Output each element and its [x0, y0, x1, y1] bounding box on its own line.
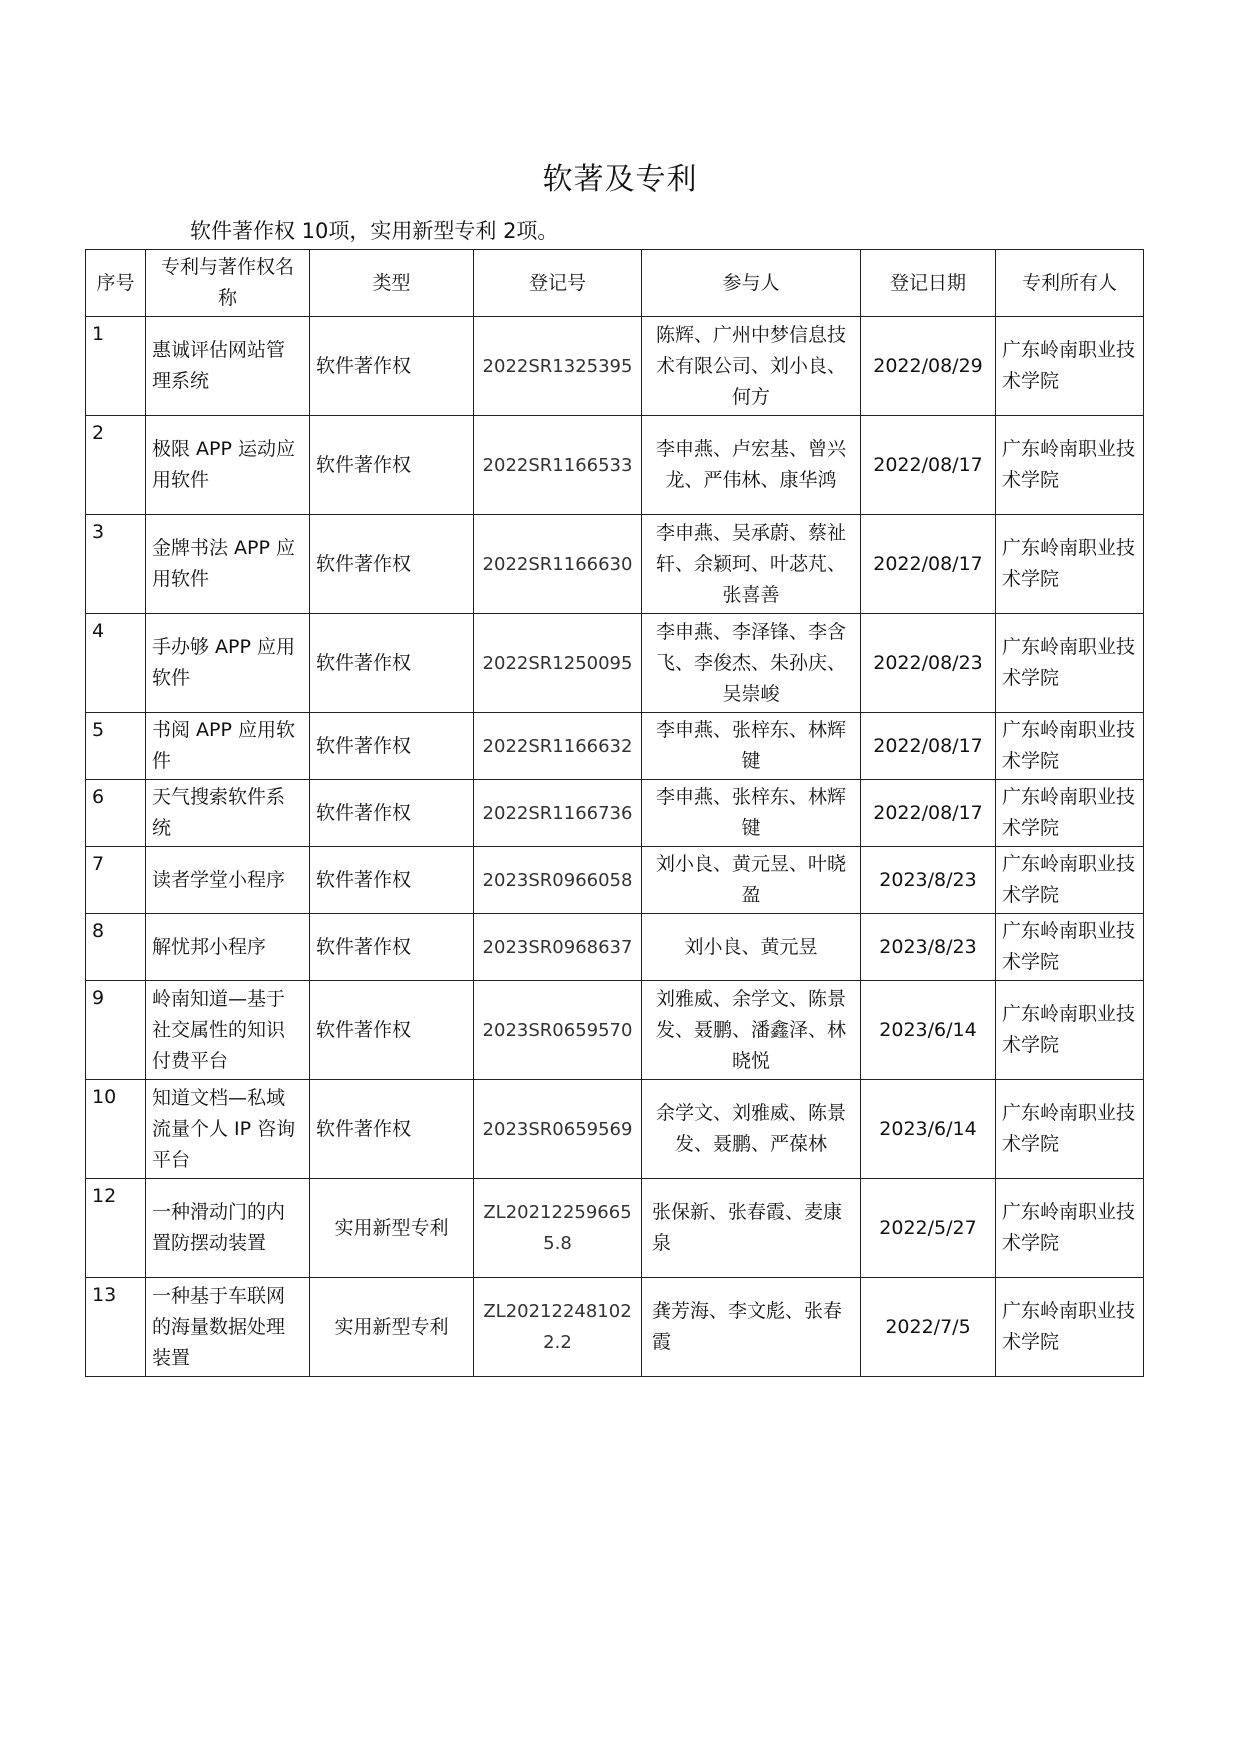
cell-reg: 2022SR1166736: [474, 780, 642, 847]
cell-reg: 2022SR1250095: [474, 614, 642, 713]
cell-no: 3: [86, 515, 146, 614]
cell-reg: 2023SR0659569: [474, 1080, 642, 1179]
cell-type: 软件著作权: [310, 780, 474, 847]
header-date: 登记日期: [861, 250, 996, 317]
cell-name: 一种基于车联网的海量数据处理装置: [146, 1278, 310, 1377]
cell-type: 软件著作权: [310, 416, 474, 515]
cell-owner: 广东岭南职业技术学院: [996, 847, 1144, 914]
table-row: [86, 317, 1144, 416]
cell-owner: 广东岭南职业技术学院: [996, 780, 1144, 847]
header-participants: 参与人: [642, 250, 861, 317]
cell-owner: 广东岭南职业技术学院: [996, 1179, 1144, 1278]
cell-participants: 刘小良、黄元昱、叶晓盈: [642, 847, 861, 914]
cell-participants: 李申燕、卢宏基、曾兴龙、严伟林、康华鸿: [642, 416, 861, 515]
cell-date: 2022/5/27: [861, 1179, 996, 1278]
cell-participants: 刘小良、黄元昱: [642, 914, 861, 981]
cell-date: 2022/08/17: [861, 515, 996, 614]
cell-owner: 广东岭南职业技术学院: [996, 317, 1144, 416]
cell-type: 软件著作权: [310, 914, 474, 981]
header-type: 类型: [310, 250, 474, 317]
cell-type: 软件著作权: [310, 847, 474, 914]
cell-participants: 张保新、张春霞、麦康泉: [642, 1179, 861, 1278]
cell-no: 6: [86, 780, 146, 847]
cell-date: 2023/6/14: [861, 981, 996, 1080]
cell-type: 软件著作权: [310, 317, 474, 416]
cell-name: 书阅 APP 应用软件: [146, 713, 310, 780]
cell-date: 2022/08/29: [861, 317, 996, 416]
cell-owner: 广东岭南职业技术学院: [996, 416, 1144, 515]
cell-participants: 刘雅威、余学文、陈景发、聂鹏、潘鑫泽、林晓悦: [642, 981, 861, 1080]
cell-owner: 广东岭南职业技术学院: [996, 515, 1144, 614]
cell-type: 软件著作权: [310, 981, 474, 1080]
cell-type: 软件著作权: [310, 1080, 474, 1179]
cell-reg: 2022SR1166632: [474, 713, 642, 780]
cell-date: 2022/08/17: [861, 416, 996, 515]
cell-participants: 龚芳海、李文彪、张春霞: [642, 1278, 861, 1377]
cell-reg: 2023SR0968637: [474, 914, 642, 981]
table-row: [86, 1080, 1144, 1179]
page-title: 软著及专利: [542, 162, 698, 197]
table-row: [86, 713, 1144, 780]
cell-no: 9: [86, 981, 146, 1080]
cell-participants: 余学文、刘雅威、陈景发、聂鹏、严葆林: [642, 1080, 861, 1179]
cell-reg: ZL202122481022.2: [474, 1278, 642, 1377]
cell-no: 8: [86, 914, 146, 981]
cell-type: 软件著作权: [310, 614, 474, 713]
table-row: [86, 981, 1144, 1080]
table-row: [86, 515, 1144, 614]
cell-no: 5: [86, 713, 146, 780]
cell-participants: 李申燕、吴承蔚、蔡祉轩、余颖珂、叶苾芃、张喜善: [642, 515, 861, 614]
cell-participants: 陈辉、广州中梦信息技术有限公司、刘小良、何方: [642, 317, 861, 416]
cell-date: 2023/8/23: [861, 847, 996, 914]
table-row: [86, 1179, 1144, 1278]
cell-type: 实用新型专利: [310, 1278, 474, 1377]
cell-type: 实用新型专利: [310, 1179, 474, 1278]
cell-no: 7: [86, 847, 146, 914]
cell-name: 惠诚评估网站管理系统: [146, 317, 310, 416]
cell-reg: 2022SR1166630: [474, 515, 642, 614]
cell-name: 读者学堂小程序: [146, 847, 310, 914]
cell-date: 2023/6/14: [861, 1080, 996, 1179]
table-header-row: [86, 250, 1144, 317]
cell-no: 13: [86, 1278, 146, 1377]
cell-owner: 广东岭南职业技术学院: [996, 713, 1144, 780]
cell-participants: 李申燕、李泽锋、李含飞、李俊杰、朱孙庆、吴崇峻: [642, 614, 861, 713]
table-row: [86, 614, 1144, 713]
cell-no: 10: [86, 1080, 146, 1179]
cell-no: 12: [86, 1179, 146, 1278]
table-row: [86, 847, 1144, 914]
header-reg: 登记号: [474, 250, 642, 317]
cell-participants: 李申燕、张梓东、林辉键: [642, 780, 861, 847]
cell-owner: 广东岭南职业技术学院: [996, 1278, 1144, 1377]
table-row: [86, 416, 1144, 515]
table-row: [86, 1278, 1144, 1377]
cell-date: 2022/08/17: [861, 713, 996, 780]
header-owner: 专利所有人: [996, 250, 1144, 317]
cell-reg: ZL202122596655.8: [474, 1179, 642, 1278]
cell-no: 1: [86, 317, 146, 416]
cell-date: 2023/8/23: [861, 914, 996, 981]
cell-owner: 广东岭南职业技术学院: [996, 614, 1144, 713]
cell-date: 2022/08/23: [861, 614, 996, 713]
cell-type: 软件著作权: [310, 713, 474, 780]
summary-text: 软件著作权 10项，实用新型专利 2项。: [190, 219, 559, 243]
cell-reg: 2022SR1325395: [474, 317, 642, 416]
patents-table: [85, 249, 1144, 1377]
cell-reg: 2022SR1166533: [474, 416, 642, 515]
cell-owner: 广东岭南职业技术学院: [996, 981, 1144, 1080]
cell-owner: 广东岭南职业技术学院: [996, 914, 1144, 981]
cell-name: 一种滑动门的内置防摆动装置: [146, 1179, 310, 1278]
table-row: [86, 780, 1144, 847]
cell-no: 4: [86, 614, 146, 713]
cell-name: 岭南知道—基于社交属性的知识付费平台: [146, 981, 310, 1080]
cell-name: 天气搜索软件系统: [146, 780, 310, 847]
cell-name: 知道文档—私域流量个人 IP 咨询平台: [146, 1080, 310, 1179]
cell-date: 2022/7/5: [861, 1278, 996, 1377]
header-name: 专利与著作权名称: [146, 250, 310, 317]
cell-reg: 2023SR0659570: [474, 981, 642, 1080]
cell-name: 手办够 APP 应用软件: [146, 614, 310, 713]
table-row: [86, 914, 1144, 981]
cell-name: 解忧邦小程序: [146, 914, 310, 981]
cell-reg: 2023SR0966058: [474, 847, 642, 914]
cell-participants: 李申燕、张梓东、林辉键: [642, 713, 861, 780]
cell-no: 2: [86, 416, 146, 515]
cell-type: 软件著作权: [310, 515, 474, 614]
cell-name: 金牌书法 APP 应用软件: [146, 515, 310, 614]
header-no: 序号: [86, 250, 146, 317]
cell-owner: 广东岭南职业技术学院: [996, 1080, 1144, 1179]
cell-date: 2022/08/17: [861, 780, 996, 847]
cell-name: 极限 APP 运动应用软件: [146, 416, 310, 515]
